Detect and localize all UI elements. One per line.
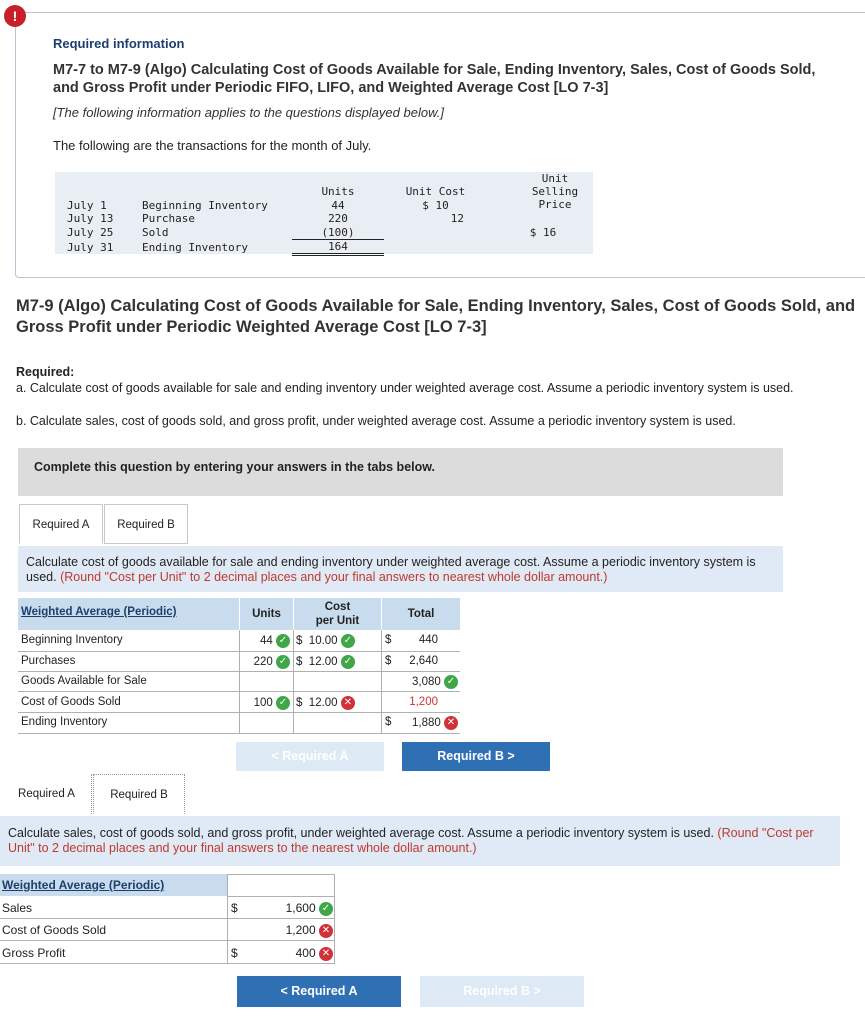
- unit-selling-price-header: Unit Selling Price: [531, 172, 579, 211]
- txn-units: 44: [331, 199, 345, 212]
- total-input[interactable]: 1,880 ✕: [395, 716, 458, 730]
- part-a-instructions: Calculate cost of goods available for sale and ending inventory under weighted average cost. Assume a periodic inventory system is used. (Round "Cost per Unit" to 2 decimal places and your final answers to nearest whole dollar amount.): [18, 546, 783, 592]
- total-dollar-sign: $: [385, 655, 392, 667]
- correct-check-icon: ✓: [276, 696, 290, 710]
- tab-required-a[interactable]: Required A: [19, 504, 103, 544]
- total-dollar-sign: $: [385, 716, 392, 728]
- row-label-ending-inventory: Ending Inventory: [21, 716, 108, 728]
- incorrect-x-icon: ✕: [341, 696, 355, 710]
- prev-required-a-button[interactable]: < Required A: [237, 976, 401, 1007]
- required-a-text: a. Calculate cost of goods available for sale and ending inventory under weighted average cost. Assume a periodic inventory system is used.: [16, 381, 794, 395]
- next-required-b-button[interactable]: Required B >: [420, 976, 584, 1007]
- cost-input[interactable]: $ 10.00 ✓: [296, 634, 380, 648]
- correct-check-icon: ✓: [276, 634, 290, 648]
- alert-icon: !: [4, 5, 26, 27]
- problem-title: M7-7 to M7-9 (Algo) Calculating Cost of Goods Available for Sale, Ending Inventory, Sales, Cost of Goods Sold, and Gross Profit under Periodic FIFO, LIFO, and Weighted Average Cost [LO 7-3]: [53, 62, 816, 96]
- row-label-sales: Sales: [2, 901, 33, 915]
- tab-required-a[interactable]: Required A: [2, 774, 92, 814]
- total-input[interactable]: 1,200: [409, 696, 438, 708]
- complete-question-bar: Complete this question by entering your answers in the tabs below.: [18, 448, 783, 496]
- incorrect-x-icon: ✕: [319, 924, 333, 938]
- txn-date: July 13: [67, 212, 114, 225]
- row-label-beginning-inventory: Beginning Inventory: [21, 634, 123, 646]
- txn-price: $ 16: [529, 226, 557, 239]
- incorrect-x-icon: ✕: [444, 716, 458, 730]
- row-label-goods-available: Goods Available for Sale: [21, 675, 147, 687]
- cost-input[interactable]: $ 12.00 ✓: [296, 655, 380, 669]
- total-dollar-sign: $: [385, 634, 392, 646]
- tab-required-b[interactable]: Required B: [93, 774, 185, 814]
- sales-input[interactable]: 1,600 ✓: [255, 901, 333, 916]
- dollar-sign: $: [231, 946, 238, 960]
- txn-desc: Purchase: [142, 212, 195, 225]
- part-b-table-title[interactable]: Weighted Average (Periodic): [2, 878, 165, 892]
- txn-desc: Beginning Inventory: [142, 199, 268, 212]
- units-input[interactable]: 44 ✓: [240, 634, 290, 648]
- gross-profit-input[interactable]: 400 ✕: [255, 946, 333, 961]
- transactions-lead: The following are the transactions for the month of July.: [53, 138, 372, 153]
- txn-date: July 1: [67, 199, 107, 212]
- next-required-b-button[interactable]: Required B >: [402, 742, 550, 771]
- txn-units: (100): [292, 226, 384, 240]
- total-input[interactable]: 3,080 ✓: [395, 675, 458, 689]
- tab-required-b[interactable]: Required B: [104, 504, 188, 544]
- txn-date: July 31: [67, 241, 114, 254]
- part-b-instructions: Calculate sales, cost of goods sold, and gross profit, under weighted average cost. Assume a periodic inventory system is used. (Round "Cost per Unit" to 2 decimal places and your final answers to the nearest whole dollar amount.): [0, 816, 840, 866]
- applies-note: [The following information applies to the questions displayed below.]: [53, 105, 444, 120]
- required-information-heading: Required information: [53, 36, 185, 51]
- incorrect-x-icon: ✕: [319, 947, 333, 961]
- row-label-cost-of-goods-sold: Cost of Goods Sold: [21, 696, 121, 708]
- row-label-cost-of-goods-sold: Cost of Goods Sold: [2, 923, 107, 937]
- txn-units: 220: [328, 212, 348, 225]
- txn-cost: 12: [450, 212, 464, 225]
- total-column-header: Total: [382, 598, 460, 630]
- dollar-sign: $: [231, 901, 238, 915]
- required-label: Required:: [16, 365, 75, 379]
- units-column-header: Units: [240, 598, 293, 630]
- prev-required-a-button[interactable]: < Required A: [236, 742, 384, 771]
- total-input[interactable]: 440: [418, 634, 438, 646]
- txn-date: July 25: [67, 226, 114, 239]
- txn-cost: $ 10: [422, 199, 449, 212]
- row-label-gross-profit: Gross Profit: [2, 946, 66, 960]
- cogs-input[interactable]: 1,200 ✕: [255, 923, 333, 938]
- correct-check-icon: ✓: [276, 655, 290, 669]
- part-a-table-title[interactable]: Weighted Average (Periodic): [21, 606, 177, 618]
- required-b-text: b. Calculate sales, cost of goods sold, and gross profit, under weighted average cost. Assume a periodic inventory system is used.: [16, 414, 736, 428]
- txn-desc: Ending Inventory: [142, 241, 248, 254]
- correct-check-icon: ✓: [319, 902, 333, 916]
- correct-check-icon: ✓: [341, 655, 355, 669]
- cost-per-unit-column-header: Cost per Unit: [294, 598, 381, 630]
- txn-desc: Sold: [142, 226, 169, 239]
- row-label-purchases: Purchases: [21, 655, 76, 667]
- units-header: Units: [321, 185, 355, 198]
- total-input[interactable]: 2,640: [409, 655, 438, 667]
- cost-input[interactable]: $ 12.00 ✕: [296, 696, 380, 710]
- section-title: M7-9 (Algo) Calculating Cost of Goods Available for Sale, Ending Inventory, Sales, Cost of Goods Sold, and Gross Profit under Periodic Weighted Average Cost [LO 7-3]: [16, 297, 856, 336]
- units-input[interactable]: 220 ✓: [240, 655, 290, 669]
- correct-check-icon: ✓: [341, 634, 355, 648]
- units-input[interactable]: 100 ✓: [240, 696, 290, 710]
- unit-cost-header: Unit Cost: [405, 185, 466, 198]
- correct-check-icon: ✓: [444, 675, 458, 689]
- txn-units: 164: [292, 240, 384, 256]
